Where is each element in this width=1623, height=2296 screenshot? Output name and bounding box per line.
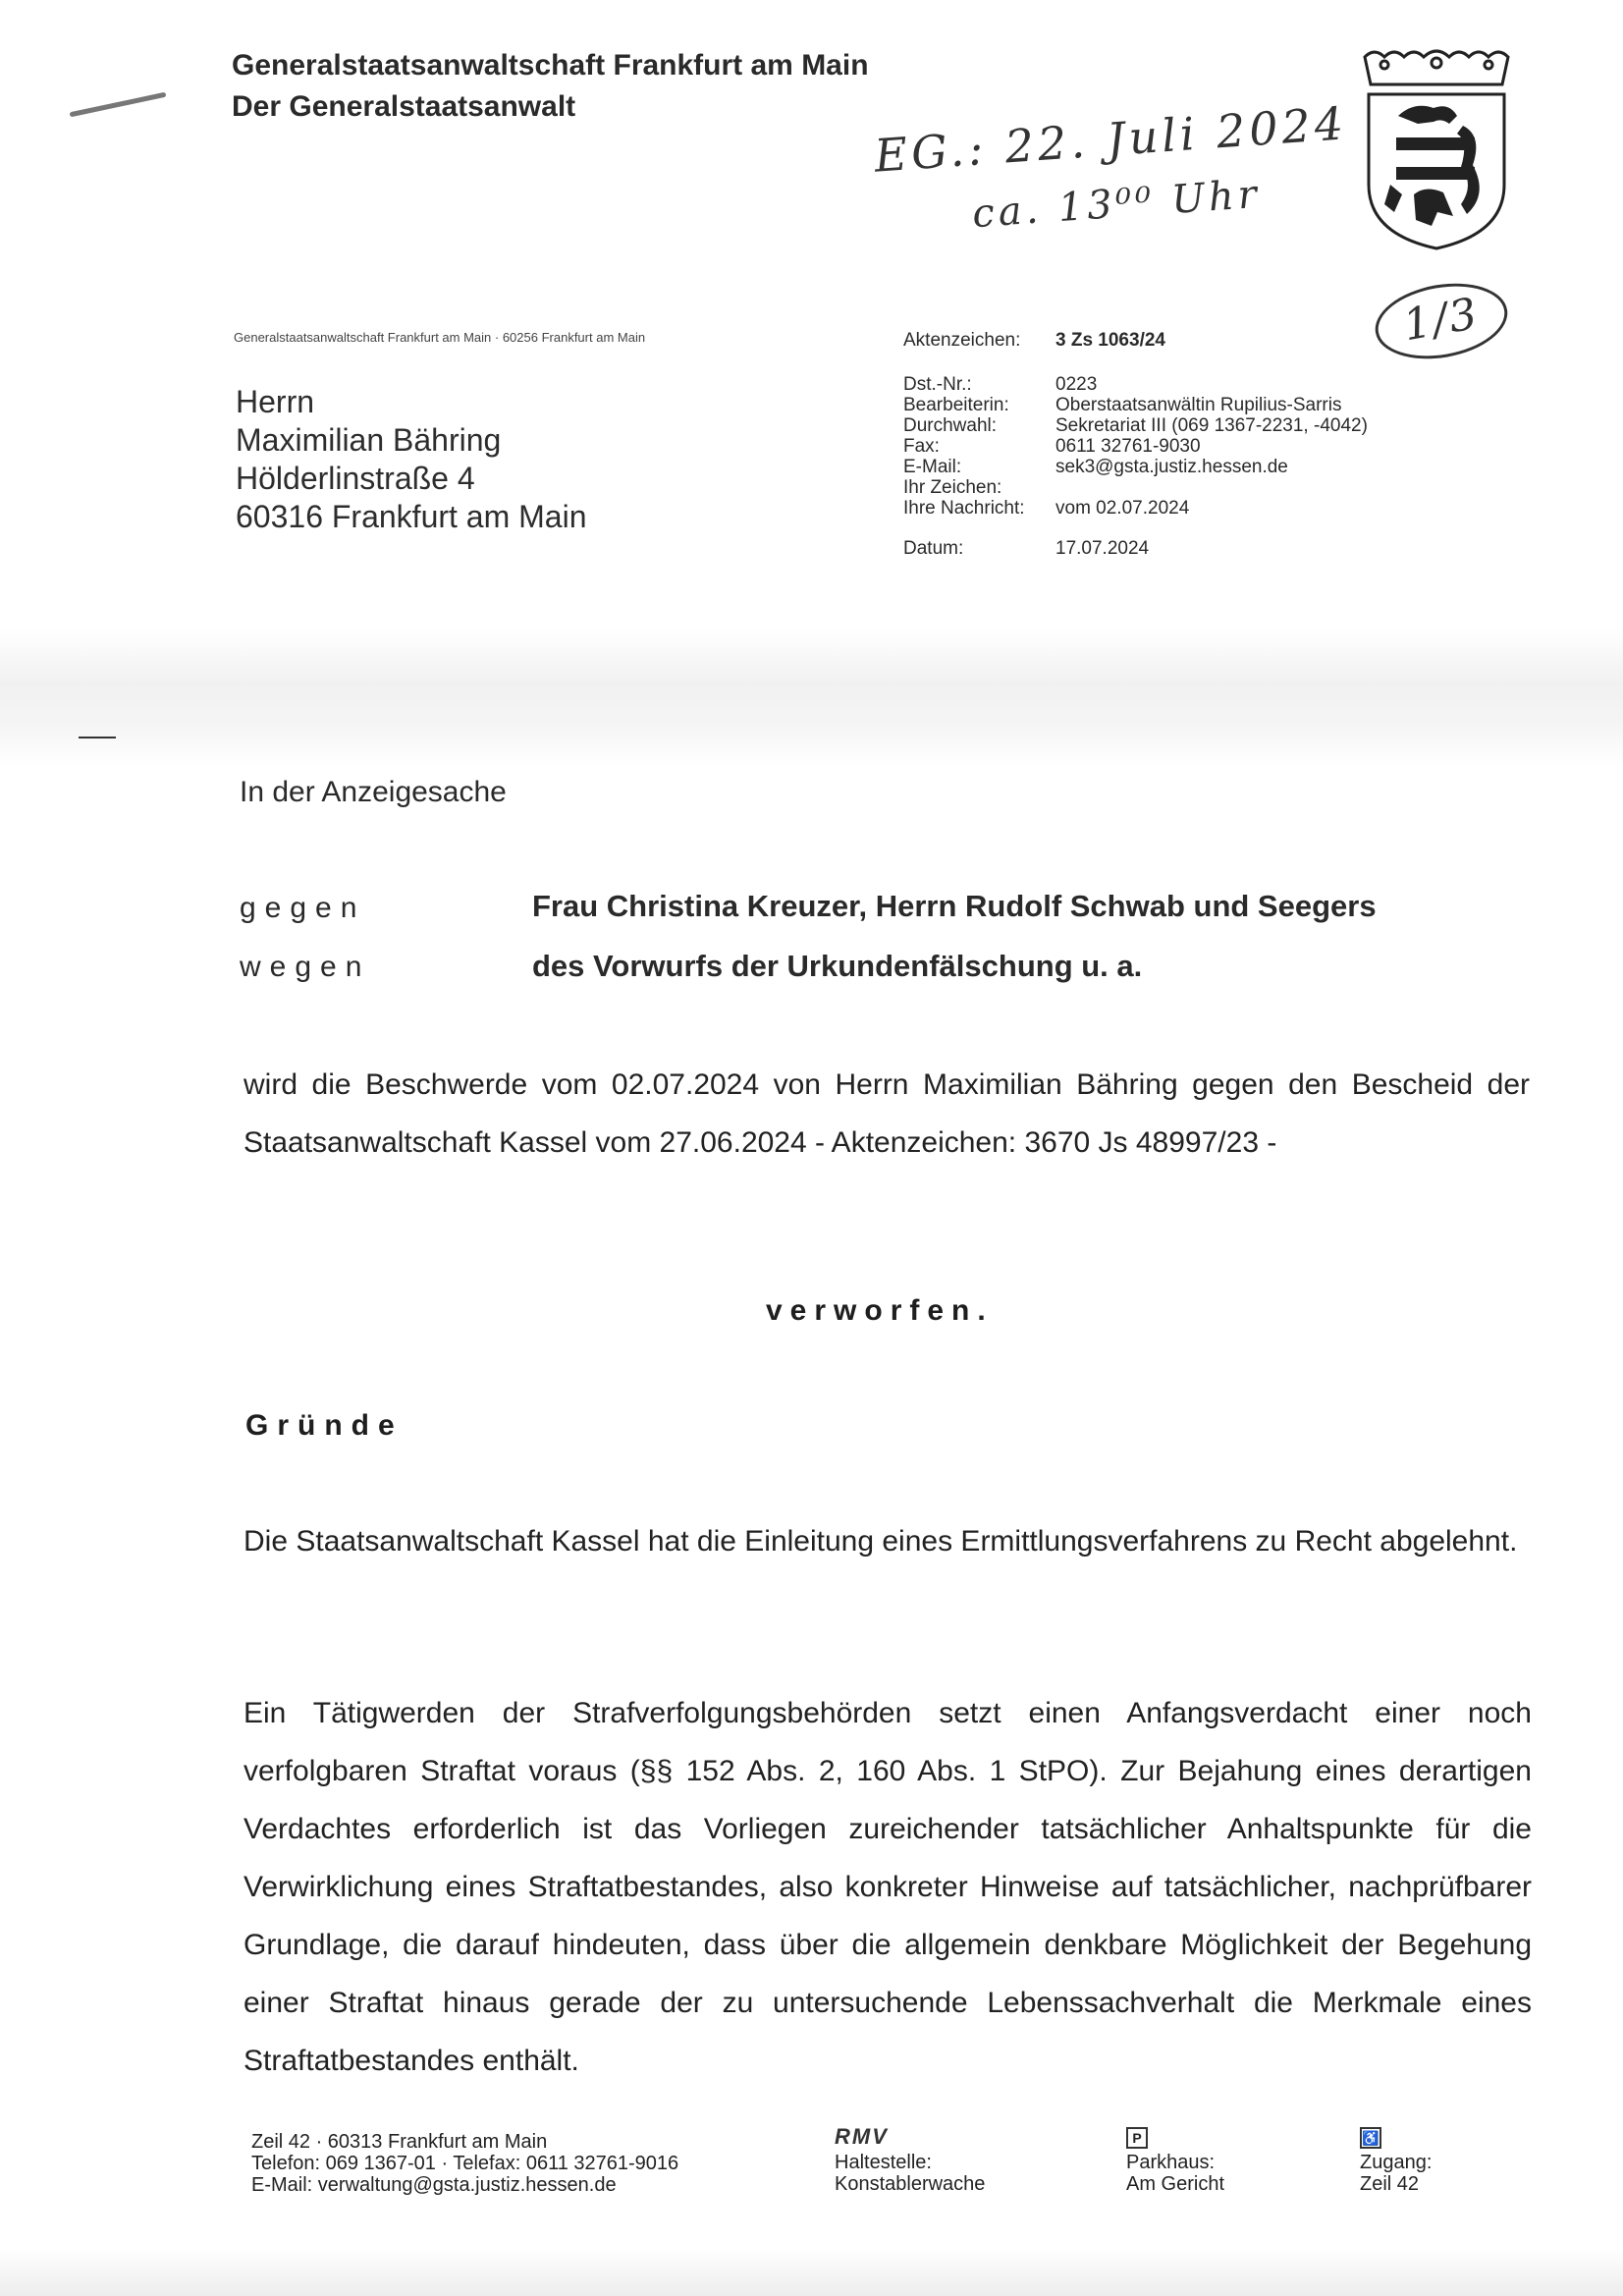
recipient-address xyxy=(236,383,587,536)
transit-value: Konstablerwache xyxy=(835,2173,986,2195)
file-metadata xyxy=(903,314,1368,559)
footer-parking xyxy=(1126,2126,1224,2195)
wegen-value: des Vorwurfs der Urkundenfälschung u. a. xyxy=(532,949,1143,983)
recipient-street: Hölderlinstraße 4 xyxy=(236,461,475,496)
margin-mark xyxy=(70,92,167,118)
footer-email: E-Mail: verwaltung@gsta.justiz.hessen.de xyxy=(251,2174,617,2196)
sender-return-address: Generalstaatsanwaltschaft Frankfurt am Main · 60256 Frankfurt am Main xyxy=(234,330,646,345)
parking-value: Am Gericht xyxy=(1126,2173,1225,2195)
bearbeiterin-value: Oberstaatsanwältin Rupilius-Sarris xyxy=(1055,395,1342,415)
recipient-salutation: Herrn xyxy=(236,384,315,419)
ihre-nachricht-value: vom 02.07.2024 xyxy=(1055,498,1190,519)
official-title: Der Generalstaatsanwalt xyxy=(232,90,576,123)
gegen-value: Frau Christina Kreuzer, Herrn Rudolf Schwab und Seegers xyxy=(532,889,1377,923)
durchwahl-value: Sekretariat III (069 1367-2231, -4042) xyxy=(1055,415,1368,436)
footer-transit xyxy=(835,2126,985,2195)
ihr-zeichen-label: Ihr Zeichen: xyxy=(903,477,1002,498)
paragraph-1: Die Staatsanwaltschaft Kassel hat die Einleitung eines Ermittlungsverfahrens zu Recht abgelehnt. xyxy=(243,1525,1518,1558)
handwritten-received-time: ca. 13⁰⁰ Uhr xyxy=(970,171,1263,238)
case-intro: In der Anzeigesache xyxy=(240,776,507,808)
accessibility-icon: ♿ xyxy=(1360,2127,1381,2149)
email-label: E-Mail: xyxy=(903,457,962,477)
bearbeiterin-label: Bearbeiterin: xyxy=(903,395,1009,415)
datum-label: Datum: xyxy=(903,538,964,559)
aktenzeichen-value: 3 Zs 1063/24 xyxy=(1055,330,1165,351)
footer-contact xyxy=(251,2131,678,2196)
parking-icon: P xyxy=(1126,2127,1148,2149)
fax-label: Fax: xyxy=(903,436,940,457)
decision-text: wird die Beschwerde vom 02.07.2024 von Herrn Maximilian Bähring gegen den Bescheid der Staatsanwaltschaft Kassel vom 27.06.2024 - Aktenzeichen: 3670 Js 48997/23 - xyxy=(243,1068,1530,1159)
datum-value: 17.07.2024 xyxy=(1055,538,1150,559)
gegen-label: gegen xyxy=(240,892,366,924)
fax-value: 0611 32761-9030 xyxy=(1055,436,1201,457)
aktenzeichen-label: Aktenzeichen: xyxy=(903,330,1021,351)
dst-label: Dst.-Nr.: xyxy=(903,374,972,395)
durchwahl-label: Durchwahl: xyxy=(903,415,998,436)
footer-access xyxy=(1360,2126,1432,2195)
email-value: sek3@gsta.justiz.hessen.de xyxy=(1055,457,1288,477)
hessen-crest-icon xyxy=(1355,47,1518,255)
dst-value: 0223 xyxy=(1055,374,1098,395)
reasons-heading: Gründe xyxy=(245,1409,404,1442)
recipient-name: Maximilian Bähring xyxy=(236,422,502,458)
footer-phone: Telefon: 069 1367-01 · Telefax: 0611 32761-9016 xyxy=(251,2153,679,2174)
verdict: verworfen. xyxy=(766,1294,994,1327)
page-marker: 1/3 xyxy=(1399,288,1483,352)
parking-label: Parkhaus: xyxy=(1126,2152,1216,2173)
fold-mark xyxy=(79,737,116,738)
recipient-city: 60316 Frankfurt am Main xyxy=(236,499,587,534)
transit-logo-icon: RMV xyxy=(835,2124,889,2149)
transit-label: Haltestelle: xyxy=(835,2152,932,2173)
paragraph-2: Ein Tätigwerden der Strafverfolgungsbehörden setzt einen Anfangsverdacht einer noch verfolgbaren Straftat voraus (§§ 152 Abs. 2, 160 Abs. 1 StPO). Zur Bejahung eines derartigen Verdachtes erforderlich ist das Vorliegen zureichender tatsächlicher Anhaltspunkte für die Verwirklichung eines Straftatbestandes, also konkreter Hinweise auf tatsächlicher, nachprüfbarer Grundlage, die darauf hindeuten, dass über die allgemein denkbare Möglichkeit der Begehung einer Straftat hinaus gerade der zu untersuchende Lebenssachverhalt die Merkmale eines Straftatbestandes enthält. xyxy=(243,1697,1532,2077)
footer-address: Zeil 42 · 60313 Frankfurt am Main xyxy=(251,2131,548,2153)
wegen-label: wegen xyxy=(240,951,371,983)
access-value: Zeil 42 xyxy=(1360,2173,1420,2195)
page-marker-circle xyxy=(1370,274,1514,368)
access-label: Zugang: xyxy=(1360,2152,1433,2173)
handwritten-received-date: EG.: 22. Juli 2024 xyxy=(872,96,1349,183)
scan-shadow xyxy=(0,2249,1623,2296)
ihre-nachricht-label: Ihre Nachricht: xyxy=(903,498,1025,519)
authority-name: Generalstaatsanwaltschaft Frankfurt am Main xyxy=(232,49,869,82)
scan-shade xyxy=(0,629,1623,766)
